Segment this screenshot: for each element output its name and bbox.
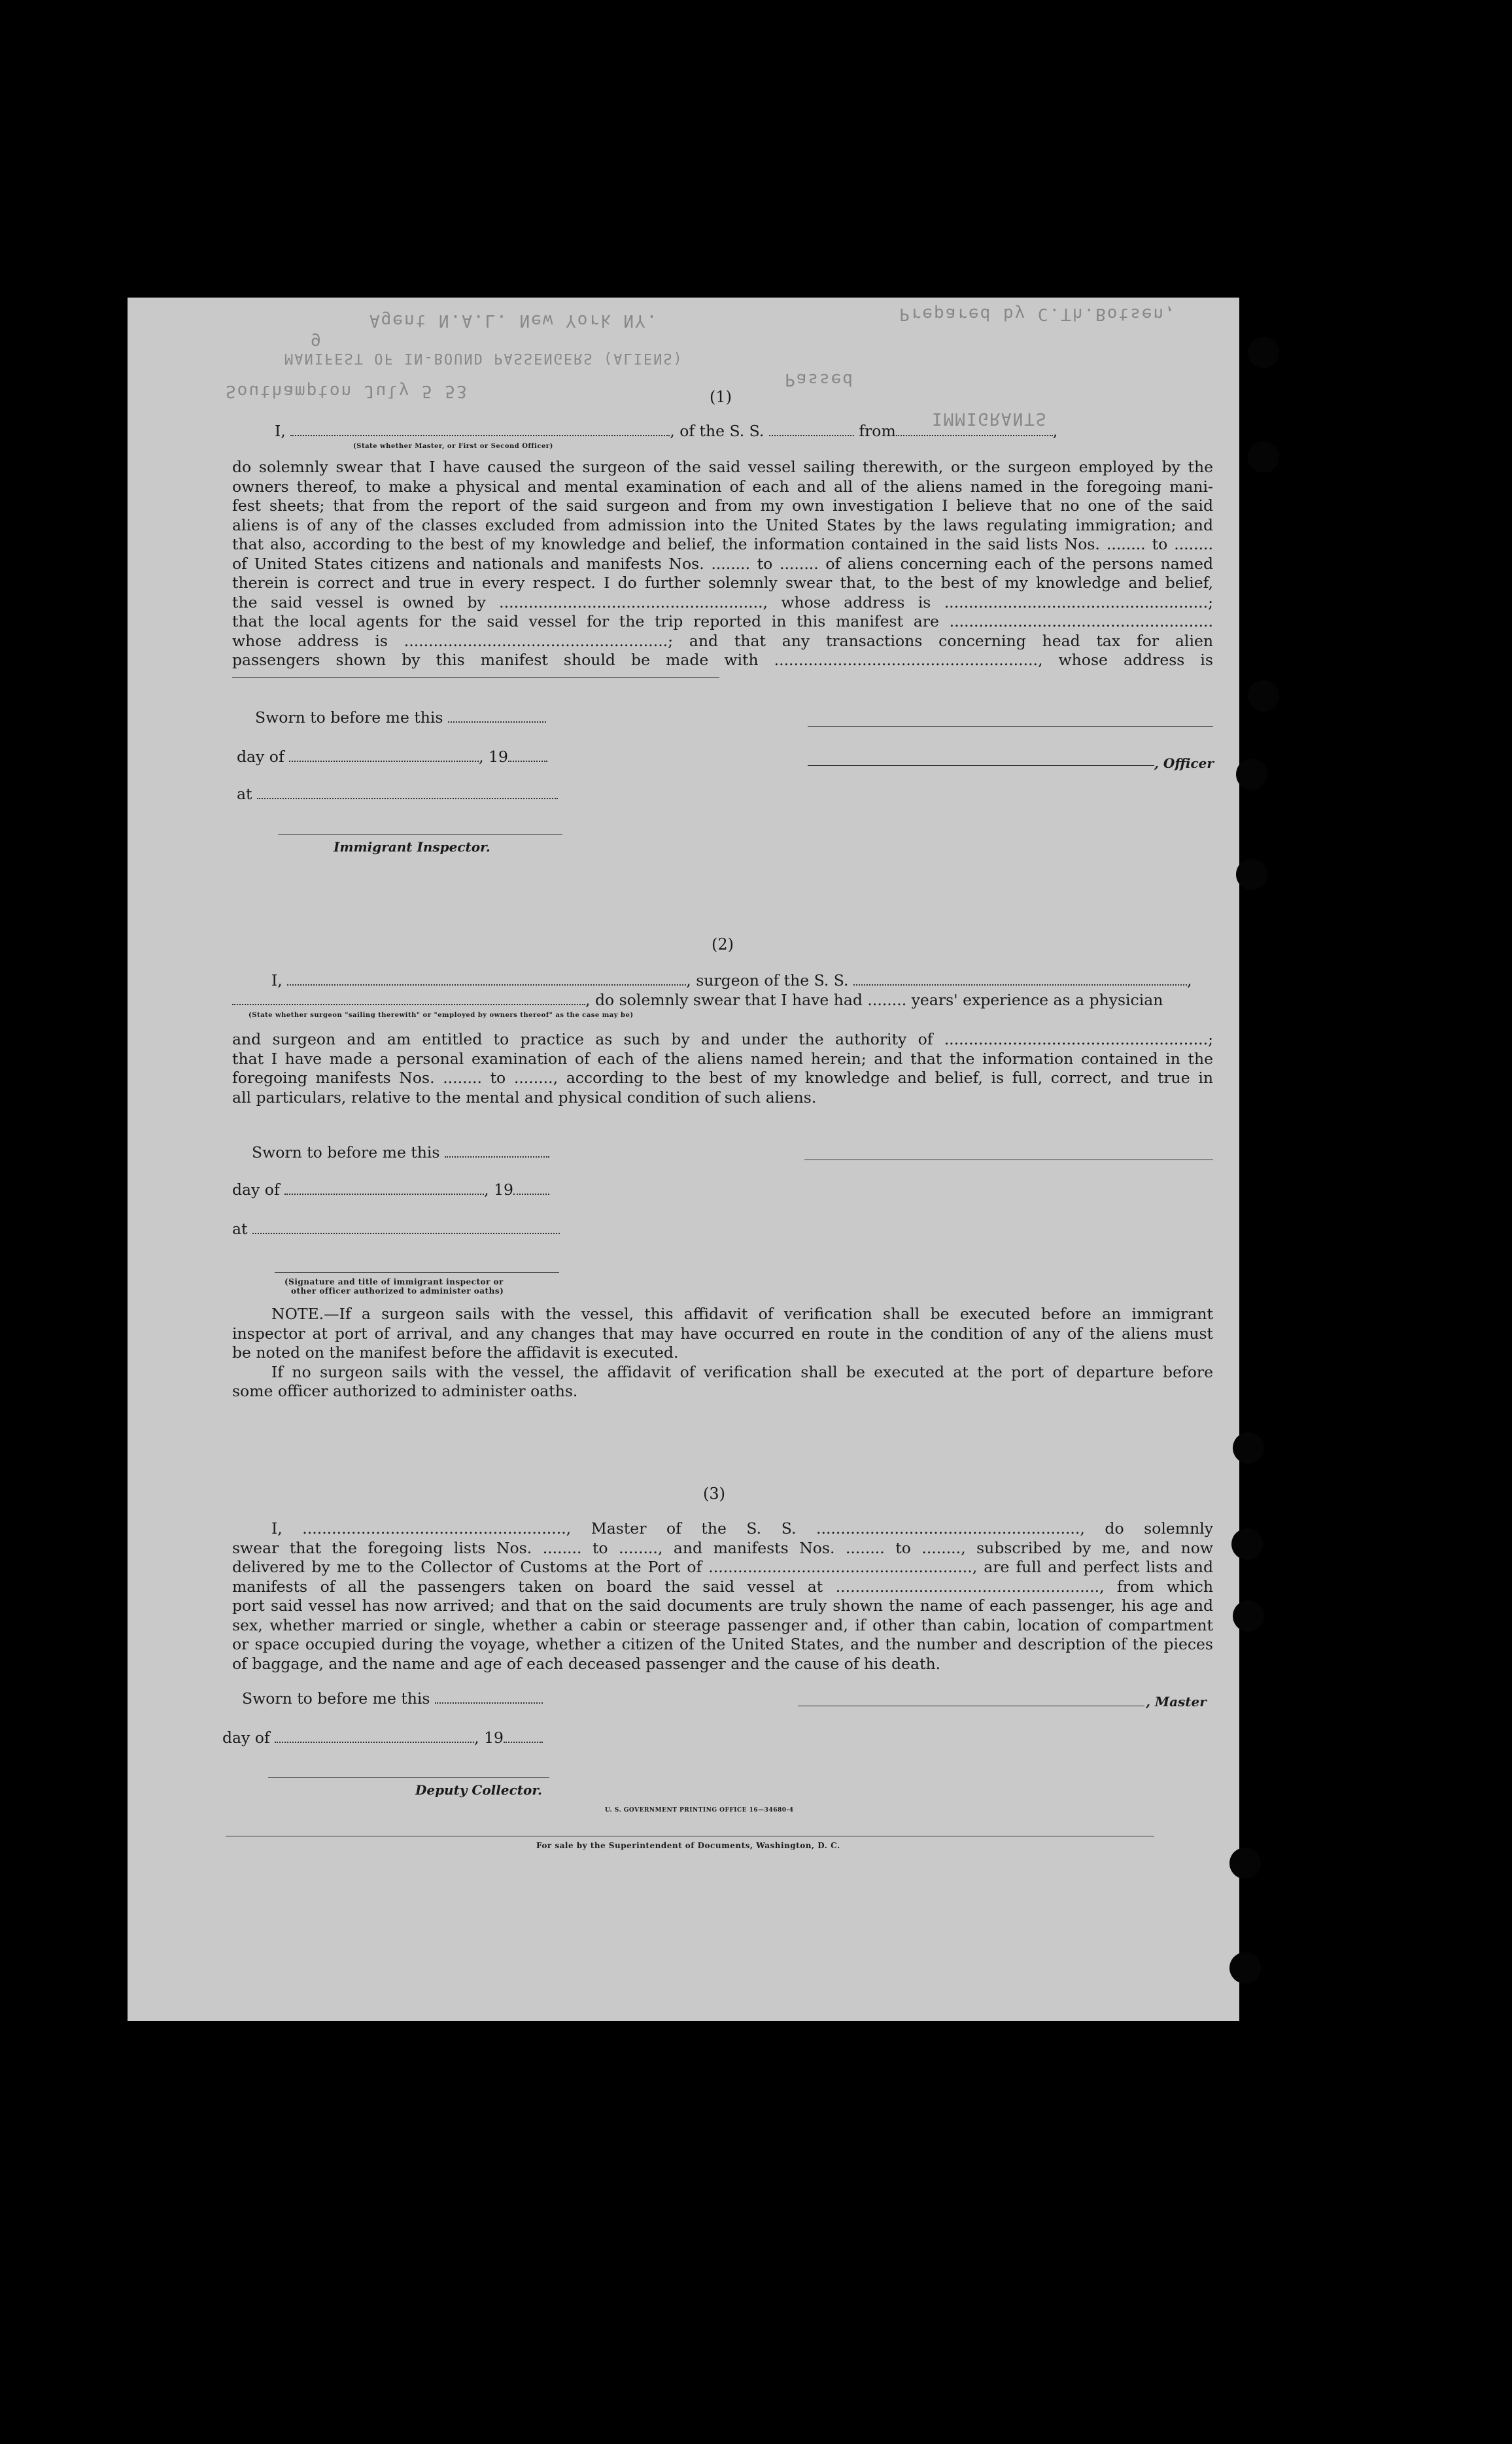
body-line: I, ......................................................, Master of the S. S. ......................................................, do solemnly [271, 1519, 1213, 1538]
section-3-heading: (3) [703, 1485, 725, 1503]
at-line [232, 1220, 560, 1238]
note-line: be noted on the manifest before the affidavit is executed. [232, 1343, 679, 1362]
surgeon-line-2 [232, 991, 1163, 1009]
year-label: , 19 [484, 1180, 513, 1199]
body-line: that also, according to the best of my knowledge and belief, the information contained in the said lists Nos. ........ to ........ [232, 535, 1213, 553]
day-line [237, 748, 547, 766]
day-label: day of [237, 748, 284, 766]
body-line: all particulars, relative to the mental and physical condition of such aliens. [232, 1088, 817, 1107]
note-line: If no surgeon sails with the vessel, the affidavit of verification shall be executed at the port of departure before [271, 1362, 1213, 1381]
body-line: passengers shown by this manifest should be made with ......................................................, whose address is [232, 651, 1213, 669]
sworn-line [255, 708, 546, 727]
body-line: and surgeon and am entitled to practice as such by and under the authority of ......................................................; [232, 1030, 1213, 1048]
body-line: owners thereof, to make a physical and mental examination of each and all of the aliens named in the foregoing mani- [232, 477, 1213, 496]
year-label: , 19 [479, 748, 508, 766]
blank-line [853, 972, 1187, 986]
blank-line [508, 749, 547, 762]
body-line: manifests of all the passengers taken on board the said vessel at ......................................................, from which [232, 1577, 1213, 1596]
note-line: some officer authorized to administer oaths. [232, 1382, 578, 1400]
note-line: NOTE.—If a surgeon sails with the vessel, this affidavit of verification shall be executed before an immigrant [271, 1305, 1213, 1323]
bleed-through-text: Agent N.A.L. New York NY. [369, 311, 659, 330]
body-line: of baggage, and the name and age of each deceased passenger and the cause of his death. [232, 1654, 941, 1673]
bleed-through-text: Passed [785, 370, 854, 389]
blank-line [769, 423, 854, 436]
signature-note: (Signature and title of immigrant inspector or [284, 1277, 504, 1286]
section-3-body [232, 1519, 1213, 1674]
blank-line [435, 1691, 543, 1704]
punch-hole [1233, 1600, 1264, 1632]
day-line [232, 1180, 549, 1199]
at-label: at [237, 785, 252, 803]
body-line: delivered by me to the Collector of Customs at the Port of ......................................................, are full and perfect lists and [232, 1558, 1213, 1576]
body-line: swear that the foregoing lists Nos. ........ to ........, and manifests Nos. ........ to ........, subscribed by me, and now [232, 1538, 1213, 1557]
body-line: that the local agents for the said vessel for the trip reported in this manifest are ...................................................... [232, 612, 1213, 630]
blank-line [448, 710, 546, 723]
blank-line [275, 1730, 474, 1743]
body-line: sex, whether married or single, whether a cabin or steerage passenger and, if other than cabin, location of compartment [232, 1615, 1213, 1634]
day-label: day of [232, 1180, 280, 1199]
sworn-line [252, 1143, 549, 1162]
body-line: whose address is ......................................................; and that any transactions concerning head tax for alien [232, 631, 1213, 650]
punch-hole [1236, 859, 1267, 890]
note-line: inspector at port of arrival, and any changes that may have occurred en route in the condition of any of the aliens must [232, 1324, 1213, 1343]
section-2-heading: (2) [712, 935, 734, 954]
body-line: do solemnly swear that I have caused the surgeon of the said vessel sailing therewith, or the surgeon employed by the [232, 458, 1213, 476]
section-1-heading: (1) [710, 388, 732, 406]
officer-label: , Officer [1154, 755, 1214, 771]
body-line: the said vessel is owned by ......................................................, whose address is ......................................................; [232, 593, 1213, 611]
blank-line [287, 972, 686, 986]
body-line: of United States citizens and nationals and manifests Nos. ........ to ........ of aliens concerning each of the persons named [232, 554, 1213, 573]
year-label: , 19 [474, 1729, 504, 1747]
bleed-through-text: 9 [311, 329, 322, 349]
blank-line [232, 992, 585, 1005]
body-line: aliens is of any of the classes excluded from admission into the United States by the laws regulating immigration; and [232, 515, 1213, 534]
body-line: port said vessel has now arrived; and that on the said documents are truly shown the name of each passenger, his age and [232, 1596, 1213, 1615]
officer-note: (State whether Master, or First or Second Officer) [353, 443, 553, 450]
signature-line [278, 834, 562, 835]
sworn-label: Sworn to before me this [252, 1143, 440, 1162]
bleed-through-text: IMMIGRANTS [932, 409, 1048, 428]
bleed-through-text: Southampton July 5 53 [226, 381, 468, 401]
section-1-body [232, 458, 1213, 670]
line-text: , surgeon of the S. S. [686, 971, 849, 990]
blank-line [257, 786, 558, 799]
punch-hole [1236, 759, 1267, 790]
blank-line [445, 1145, 549, 1158]
oath-first-line: I, , of the S. S. from , [275, 422, 1058, 440]
blank-line [896, 423, 1053, 436]
signature-line [275, 1272, 559, 1273]
body-line: that I have made a personal examination of each of the aliens named herein; and that the information contained in the [232, 1049, 1213, 1068]
blank-line [289, 749, 479, 762]
body-line: foregoing manifests Nos. ........ to ........, according to the best of my knowledge and belief, is full, correct, and true in [232, 1069, 1213, 1087]
blank-line [232, 677, 719, 678]
blank-line [284, 1182, 484, 1195]
note-text [232, 1305, 1213, 1402]
punch-hole [1229, 1848, 1261, 1879]
line-text: , of the S. S. [670, 422, 765, 440]
line-text: I, [275, 422, 286, 440]
blank-line [290, 423, 670, 436]
sworn-label: Sworn to before me this [255, 708, 443, 727]
body-line: or space occupied during the voyage, whether a citizen of the United States, and the number and description of the pieces [232, 1635, 1213, 1653]
at-line [237, 785, 558, 803]
line-text: I, [271, 971, 283, 990]
sworn-label: Sworn to before me this [242, 1689, 430, 1708]
punch-hole [1248, 337, 1279, 368]
at-label: at [232, 1220, 248, 1238]
line-text: from [859, 422, 896, 440]
printing-office: U. S. GOVERNMENT PRINTING OFFICE 16—34680-4 [605, 1807, 794, 1814]
punch-hole [1231, 1528, 1263, 1560]
surgeon-line-1: I, , surgeon of the S. S. , [271, 971, 1192, 990]
blank-line [513, 1182, 549, 1195]
day-label: day of [222, 1729, 270, 1747]
form-sheet [128, 298, 1239, 2021]
inspector-label: Immigrant Inspector. [334, 839, 490, 855]
signature-line [808, 765, 1154, 766]
line-text: , do solemnly swear that I have had ........ years' experience as a physician [585, 991, 1163, 1009]
body-line: fest sheets; that from the report of the said surgeon and from my own investigation I believe that no one of the said [232, 496, 1213, 515]
for-sale-note: For sale by the Superintendent of Documents, Washington, D. C. [536, 1841, 840, 1850]
punch-hole [1233, 1432, 1264, 1464]
body-line: therein is correct and true in every respect. I do further solemnly swear that, to the best of my knowledge and belief, [232, 574, 1213, 592]
blank-line [252, 1221, 560, 1234]
signature-line [808, 726, 1213, 727]
surgeon-note: (State whether surgeon "sailing therewith" or "employed by owners thereof" as the case may be) [249, 1012, 634, 1019]
signature-line [268, 1777, 549, 1778]
blank-line [504, 1730, 543, 1743]
deputy-label: Deputy Collector. [415, 1782, 543, 1798]
sworn-line [242, 1689, 543, 1708]
bleed-through-text: MANIFEST OF IN-BOUND PASSENGERS (ALIENS) [284, 350, 683, 366]
master-label: , Master [1146, 1694, 1207, 1710]
day-line [222, 1729, 543, 1747]
punch-hole [1229, 1952, 1261, 1984]
section-2-body [232, 1030, 1213, 1107]
bleed-through-text: Prepared by C.Th.Botsen, [899, 304, 1177, 324]
punch-hole [1248, 680, 1279, 712]
punch-hole [1248, 441, 1279, 473]
signature-note: other officer authorized to administer oaths) [291, 1286, 504, 1296]
